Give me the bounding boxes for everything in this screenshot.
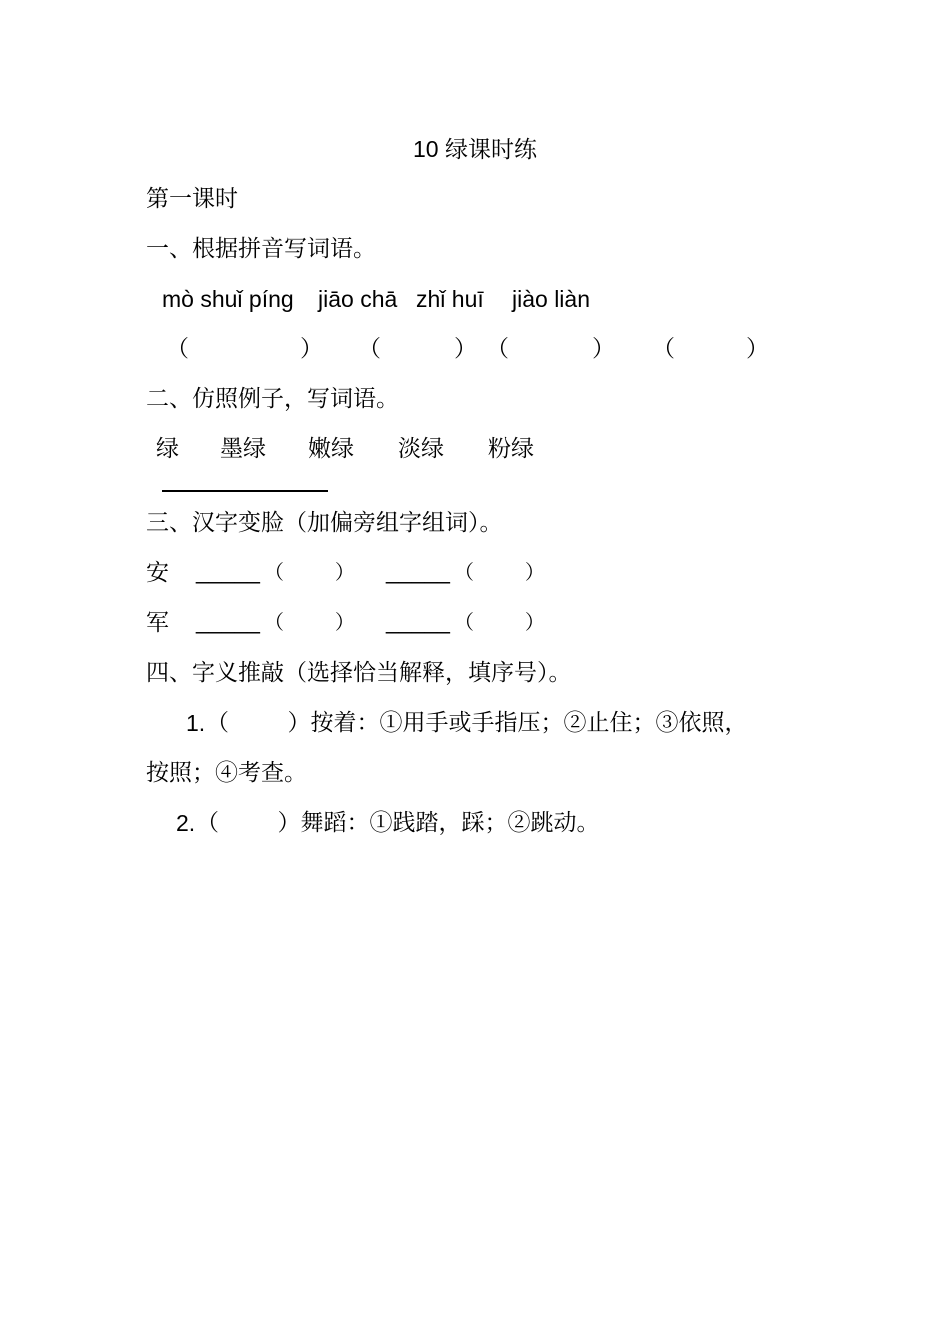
answer-paren-close-4: ） bbox=[746, 336, 769, 362]
pinyin-2: jiāo chā bbox=[318, 286, 398, 312]
answer-paren-close-3: ） bbox=[592, 336, 615, 362]
radical-blank-1b: _____ bbox=[386, 558, 450, 584]
pinyin-1: mò shuǐ píng bbox=[162, 286, 294, 312]
item-1-number: 1. bbox=[186, 710, 206, 736]
item-2-text: （ ）舞蹈：①践踏，踩；②跳动。 bbox=[196, 810, 600, 836]
example-word-2: 墨绿 bbox=[220, 436, 266, 462]
answer-underline bbox=[162, 490, 328, 492]
section-4-heading: 四、字义推敲（选择恰当解释，填序号）。 bbox=[146, 660, 572, 686]
page-title: 10 绿课时练 bbox=[413, 136, 537, 162]
example-word-1: 绿 bbox=[156, 436, 179, 462]
radical-blank-2b: _____ bbox=[386, 608, 450, 634]
radical-char-1: 安 bbox=[146, 560, 169, 586]
answer-paren-open-3: （ bbox=[486, 336, 509, 362]
radical-paren-2b: （ ） bbox=[454, 610, 545, 634]
item-1-text: （ ）按着：①用手或手指压；②止住；③依照， bbox=[206, 710, 748, 736]
answer-paren-open-4: （ bbox=[652, 336, 675, 362]
item-2-number: 2. bbox=[176, 810, 196, 836]
pinyin-3: zhǐ huī bbox=[416, 286, 484, 312]
example-word-4: 淡绿 bbox=[398, 436, 444, 462]
radical-char-2: 军 bbox=[146, 610, 169, 636]
radical-blank-1a: _____ bbox=[196, 558, 260, 584]
section-1-heading: 一、根据拼音写词语。 bbox=[146, 236, 376, 262]
example-word-5: 粉绿 bbox=[488, 436, 534, 462]
item-1-text-continued: 按照；④考查。 bbox=[146, 760, 307, 786]
lesson-label: 第一课时 bbox=[146, 186, 238, 212]
section-3-heading: 三、汉字变脸（加偏旁组字组词）。 bbox=[146, 510, 503, 536]
radical-blank-2a: _____ bbox=[196, 608, 260, 634]
section-2-heading: 二、仿照例子，写词语。 bbox=[146, 386, 399, 412]
answer-paren-close-1: ） bbox=[300, 336, 323, 362]
radical-paren-1b: （ ） bbox=[454, 560, 545, 584]
answer-paren-close-2: ） bbox=[454, 336, 477, 362]
pinyin-4: jiào liàn bbox=[512, 286, 590, 312]
radical-paren-1a: （ ） bbox=[264, 560, 355, 584]
answer-paren-open-1: （ bbox=[166, 336, 189, 362]
example-word-3: 嫩绿 bbox=[308, 436, 354, 462]
answer-paren-open-2: （ bbox=[358, 336, 381, 362]
radical-paren-2a: （ ） bbox=[264, 610, 355, 634]
